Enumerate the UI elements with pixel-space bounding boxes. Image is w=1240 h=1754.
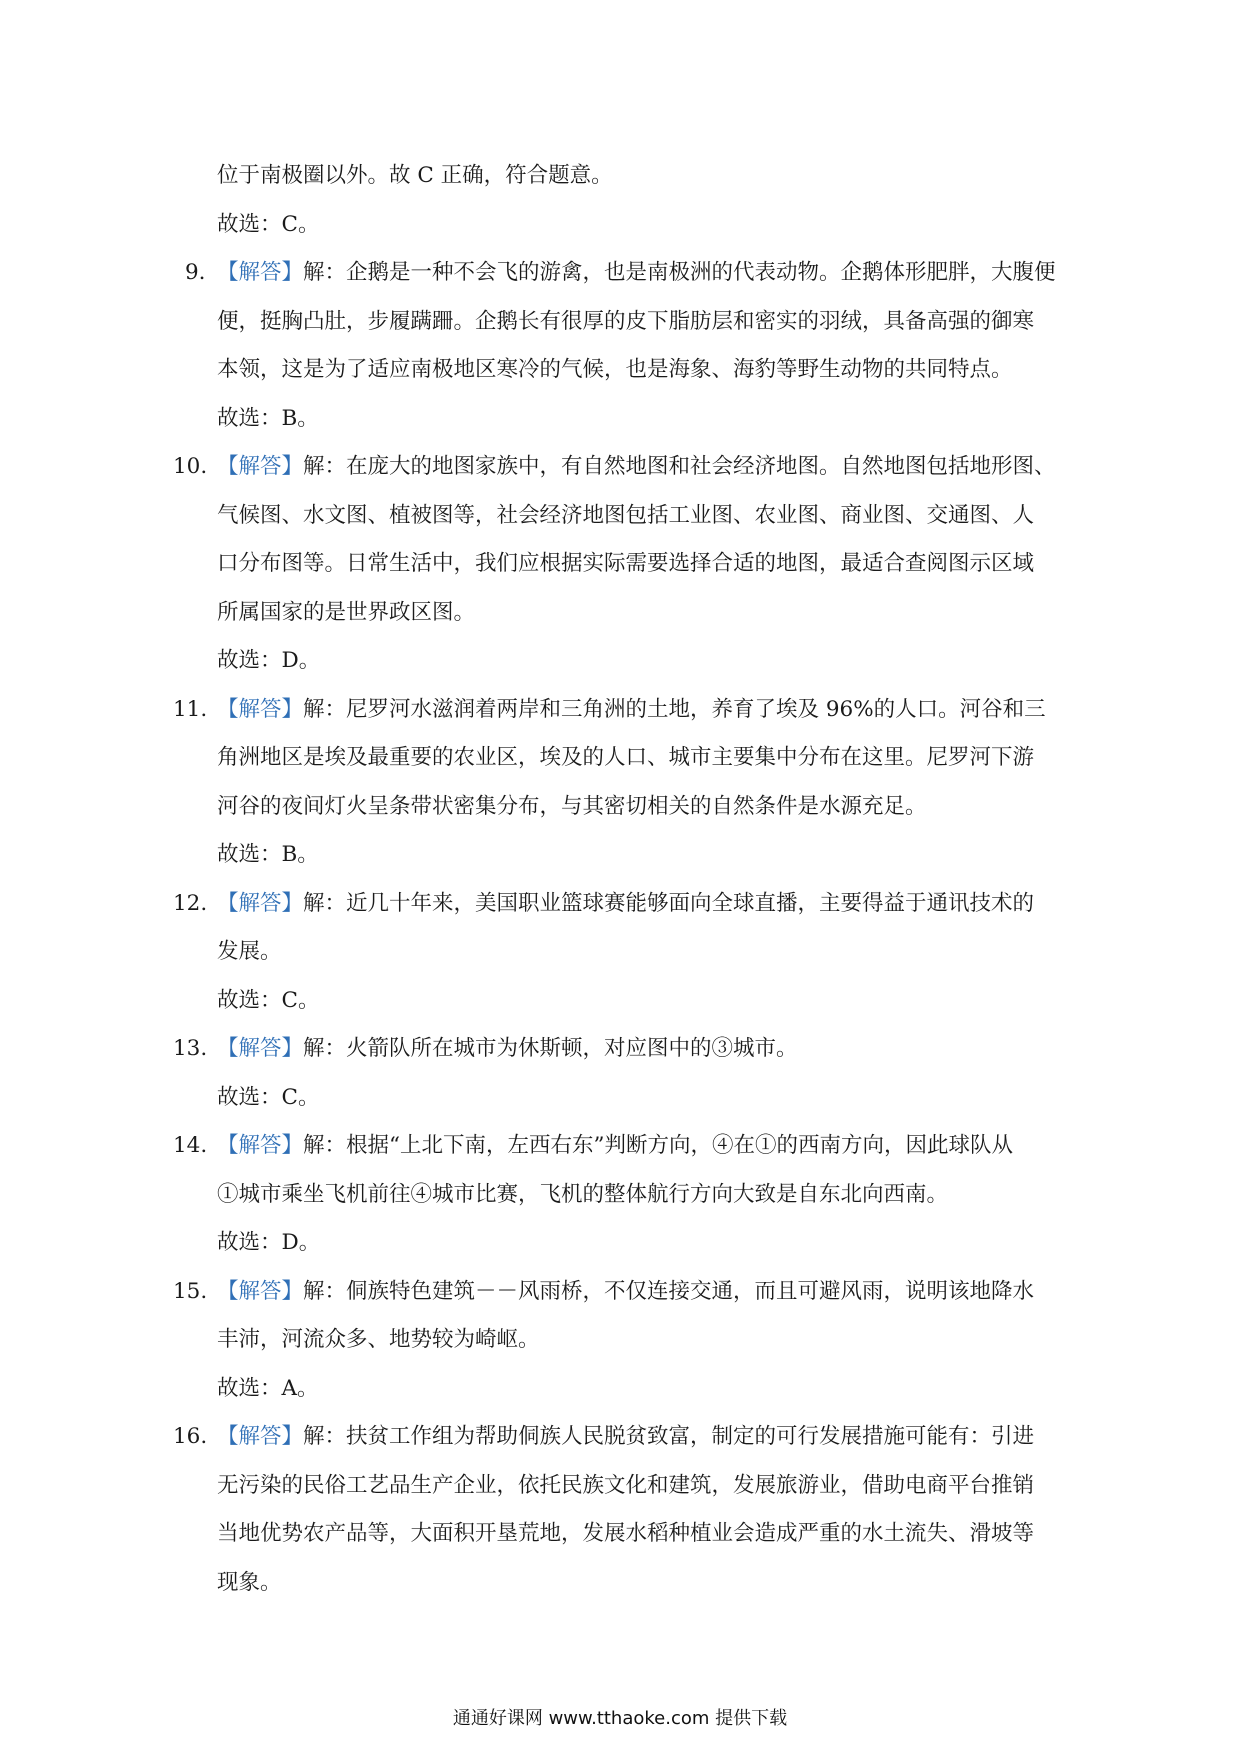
text-segment: 火箭队所在城市为休斯顿，对应图中的③城市。 [346,1036,798,1061]
question-10-line-1 [173,452,1057,482]
text-segment: 近几十年来，美国职业篮球赛能够面向全球直播，主要得益于通讯技术的 [346,891,1035,916]
answer-tag: 【解答】 [217,697,304,722]
question-11-line-1 [173,695,1057,725]
answer-choice: 故选：D。 [217,648,321,673]
question-14-line-1 [173,1131,1057,1161]
text-line: 便，挺胸凸肚，步履蹒跚。企鹅长有很厚的皮下脂肪层和密实的羽绒，具备高强的御寒 [217,309,1035,334]
text-segment: 扶贫工作组为帮助侗族人民脱贫致富，制定的可行发展措施可能有：引进 [346,1424,1035,1449]
text-line: 河谷的夜间灯火呈条带状密集分布，与其密切相关的自然条件是水源充足。 [217,794,927,819]
question-9-line-1 [185,258,1057,288]
answer-tag: 【解答】 [217,1424,304,1449]
solve-prefix: 解： [303,891,347,916]
solve-prefix: 解： [303,1133,347,1158]
answer-tag: 【解答】 [217,454,304,479]
answer-choice: 故选：C。 [217,212,320,237]
question-number: 13. [173,1036,208,1061]
answer-choice: 故选：A。 [217,1376,319,1401]
question-number: 9. [185,260,206,285]
solve-prefix: 解： [303,260,347,285]
question-15-line-1 [173,1277,1057,1307]
text-line: 本领，这是为了适应南极地区寒冷的气候，也是海象、海豹等野生动物的共同特点。 [217,357,1013,382]
question-12-line-1 [173,889,1057,919]
text-line: 当地优势农产品等，大面积开垦荒地，发展水稻种植业会造成严重的水土流失、滑坡等 [217,1521,1035,1546]
solve-prefix: 解： [303,1279,347,1304]
text-line: 发展。 [217,939,282,964]
question-number: 16. [173,1424,208,1449]
question-13-line-1 [173,1034,1057,1064]
text-line: 所属国家的是世界政区图。 [217,600,476,625]
text-line: 气候图、水文图、植被图等，社会经济地图包括工业图、农业图、商业图、交通图、人 [217,503,1035,528]
answer-tag: 【解答】 [217,1279,304,1304]
question-number: 10. [173,454,208,479]
solve-prefix: 解： [303,697,347,722]
question-number: 15. [173,1279,208,1304]
answer-choice: 故选：B。 [217,406,319,431]
text-segment: 侗族特色建筑－－风雨桥，不仅连接交通，而且可避风雨，说明该地降水 [346,1279,1035,1304]
answer-tag: 【解答】 [217,1036,304,1061]
question-number: 11. [173,697,208,722]
question-16-line-1 [173,1422,1057,1452]
text-segment: 在庞大的地图家族中，有自然地图和社会经济地图。自然地图包括地形图、 [346,454,1056,479]
text-segment: 尼罗河水滋润着两岸和三角洲的土地，养育了埃及 96%的人口。河谷和三 [346,697,1046,722]
solve-prefix: 解： [303,454,347,479]
answer-tag: 【解答】 [217,260,304,285]
text-segment: 根据“上北下南，左西右东”判断方向，④在①的西南方向，因此球队从 [346,1133,1014,1158]
solve-prefix: 解： [303,1036,347,1061]
text-line: 口分布图等。日常生活中，我们应根据实际需要选择合适的地图，最适合查阅图示区域 [217,551,1035,576]
page-footer: 通通好课网 www.tthaoke.com 提供下载 [452,1708,788,1729]
question-number: 14. [173,1133,208,1158]
text-line: 角洲地区是埃及最重要的农业区，埃及的人口、城市主要集中分布在这里。尼罗河下游 [217,745,1035,770]
text-segment: 企鹅是一种不会飞的游禽，也是南极洲的代表动物。企鹅体形肥胖，大腹便 [346,260,1056,285]
answer-choice: 故选：C。 [217,1085,320,1110]
answer-choice: 故选：B。 [217,842,319,867]
text-line: ①城市乘坐飞机前往④城市比赛，飞机的整体航行方向大致是自东北向西南。 [217,1182,949,1207]
text-line: 位于南极圈以外。故 C 正确，符合题意。 [217,163,613,188]
text-line: 现象。 [217,1570,282,1595]
text-line: 丰沛，河流众多、地势较为崎岖。 [217,1327,540,1352]
answer-tag: 【解答】 [217,891,304,916]
answer-choice: 故选：D。 [217,1230,321,1255]
solve-prefix: 解： [303,1424,347,1449]
answer-tag: 【解答】 [217,1133,304,1158]
answer-choice: 故选：C。 [217,988,320,1013]
text-line: 无污染的民俗工艺品生产企业，依托民族文化和建筑，发展旅游业，借助电商平台推销 [217,1473,1035,1498]
question-number: 12. [173,891,208,916]
